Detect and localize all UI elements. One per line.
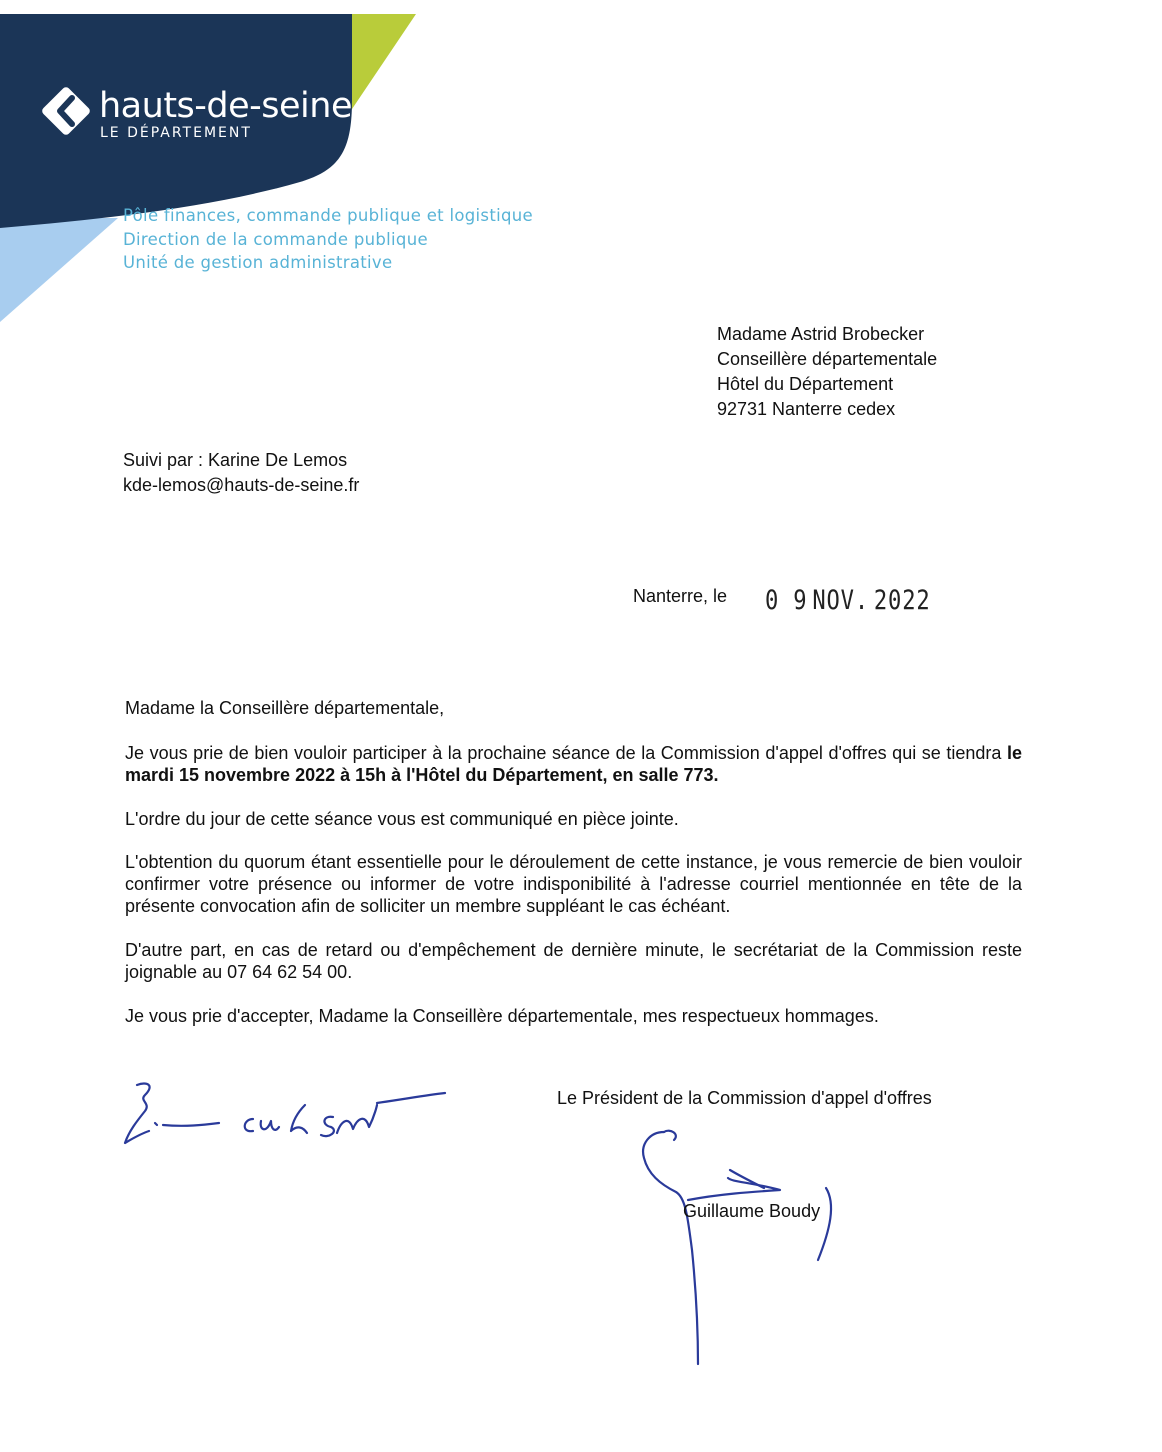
handwritten-note — [115, 1075, 455, 1155]
date-stamp-day: 0 9 — [765, 585, 808, 616]
department-unit: Unité de gestion administrative — [123, 253, 393, 272]
recipient-city: 92731 Nanterre cedex — [717, 399, 896, 419]
salutation: Madame la Conseillère départementale, — [125, 698, 445, 718]
logo-wordmark: hauts-de-seine — [99, 86, 352, 126]
department-pole: Pôle finances, commande publique et logistique — [123, 206, 533, 225]
signatory-title: Le Président de la Commission d'appel d'offres — [557, 1088, 932, 1108]
date-place: Nanterre, le — [633, 586, 728, 606]
paragraph-agenda: L'ordre du jour de cette séance vous est communiqué en pièce jointe. — [125, 809, 679, 829]
signatory-name: Guillaume Boudy — [683, 1201, 821, 1221]
signature-scribble — [630, 1120, 850, 1370]
date-stamp — [765, 585, 931, 616]
logo-tagline: LE DÉPARTEMENT — [100, 125, 252, 141]
meeting-details: le mardi 15 novembre 2022 à 15h à l'Hôtel du Département, en salle 773. — [125, 743, 1022, 785]
recipient-name: Madame Astrid Brobecker — [717, 324, 925, 344]
date-stamp-year: 2022 — [873, 585, 931, 616]
followed-by: Suivi par : Karine De Lemos — [123, 450, 348, 470]
paragraph-closing: Je vous prie d'accepter, Madame la Conseillère départementale, mes respectueux hommages. — [125, 1006, 879, 1026]
header-graphic — [0, 0, 560, 330]
paragraph-quorum: L'obtention du quorum étant essentielle pour le déroulement de cette instance, je vous remercie de bien vouloir confirmer votre présence ou informer de votre indisponibilité à l'adresse courriel mentionnée en tête de la présente convocation afin de solliciter un membre suppléant le cas échéant. — [125, 852, 1022, 916]
sky-accent-shape — [0, 218, 118, 322]
invitation-text: Je vous prie de bien vouloir participer à la prochaine séance de la Commission d'appel d'offres qui se tiendra — [125, 743, 1007, 763]
recipient-address — [717, 322, 937, 422]
recipient-title: Conseillère départementale — [717, 349, 938, 369]
contact-block — [123, 448, 359, 498]
paragraph-contact-phone: D'autre part, en cas de retard ou d'empêchement de dernière minute, le secrétariat de la Commission reste joignable au 07 64 62 54 00. — [125, 940, 1022, 982]
contact-email: kde-lemos@hauts-de-seine.fr — [123, 475, 360, 495]
paragraph-invitation — [125, 742, 1022, 786]
recipient-building: Hôtel du Département — [717, 374, 894, 394]
department-direction: Direction de la commande publique — [123, 230, 428, 249]
date-stamp-month: NOV. — [812, 585, 869, 616]
